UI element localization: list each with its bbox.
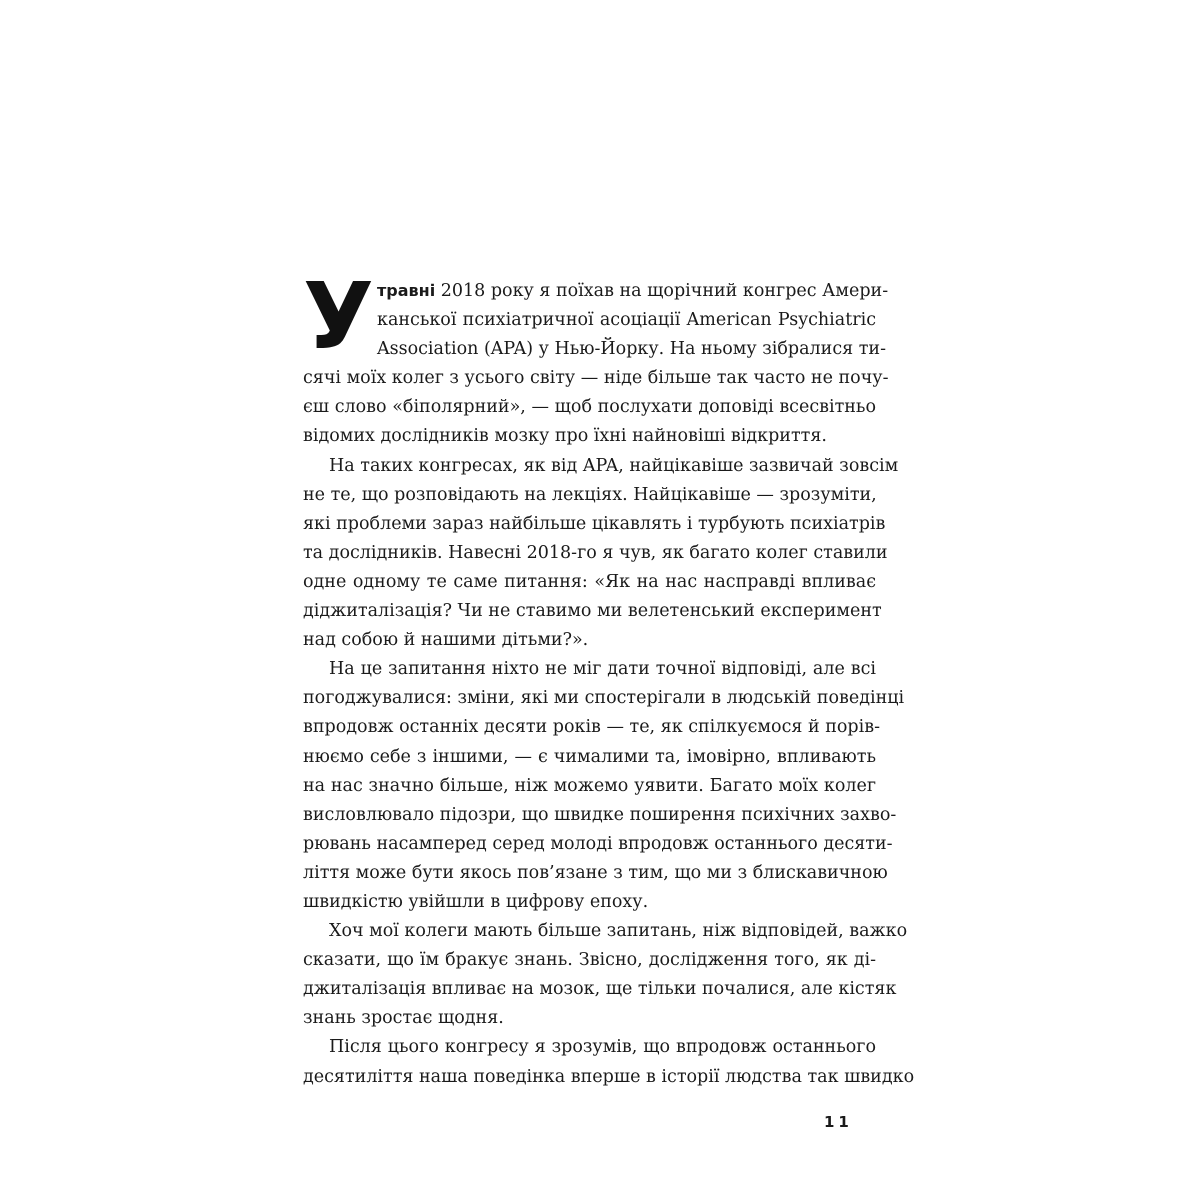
text-line: відомих дослідників мозку про їхні найновіші відкриття. [303,426,827,447]
paragraph-3 [303,655,905,917]
text-line: висловлювало підозри, що швидке поширення психічних захво- [303,804,897,825]
text-line: На таких конгресах, як від APA, найцікавіше зазвичай зовсім [329,455,899,476]
text-line: знань зростає щодня. [303,1008,504,1029]
text-line: впродовж останніх десяти років — те, як спілкуємося й порів- [303,717,880,738]
text-line: На це запитання ніхто не міг дати точної відповіді, але всі [329,659,876,680]
text-line: та дослідників. Навесні 2018-го я чув, як багато колег ставили [303,542,888,563]
text-line: Association (APA) у Нью-Йорку. На ньому зібралися ти- [377,339,886,360]
text-line-rest: 2018 року я поїхав на щорічний конгрес Амери- [435,281,889,301]
text-line: джиталізація впливає на мозок, ще тільки почалися, але кістяк [303,979,897,1000]
text-line: єш слово «біполярний», — щоб послухати доповіді всесвітньо [303,397,876,418]
text-line: швидкістю увійшли в цифрову епоху. [303,891,649,912]
body-text [303,263,915,1092]
text-line: сказати, що їм бракує знань. Звісно, дослідження того, як ді- [303,950,876,971]
text-line: Хоч мої колеги мають більше запитань, ніж відповідей, важко [329,921,908,942]
text-line: сячі моїх колег з усього світу — ніде більше так часто не почу- [303,368,889,389]
text-line: Після цього конгресу я зрозумів, що впродовж останнього [329,1037,876,1058]
text-line: канської психіатричної асоціації American Psychiatric [377,310,876,331]
lead-word: травні [377,281,436,300]
drop-cap: У [303,263,372,370]
text-line: нюємо себе з іншими, — є чималими та, імовірно, впливають [303,746,876,767]
paragraph-5 [303,1033,915,1091]
paragraph-2 [303,452,899,656]
text-line: діджиталізація? Чи не ставимо ми велетенський експеримент [303,601,882,622]
text-line: які проблеми зараз найбільше цікавлять і турбують психіатрів [303,513,886,534]
text-line: погоджувалися: зміни, які ми спостерігали в людській поведінці [303,688,905,709]
page-number: 11 [824,1113,853,1131]
text-line: на нас значно більше, ніж можемо уявити. Багато моїх колег [303,775,876,796]
paragraph-1 [303,263,889,452]
paragraph-4 [303,917,908,1033]
text-line [303,276,889,306]
text-line: над собою й нашими дітьми?». [303,630,589,651]
text-line: не те, що розповідають на лекціях. Найцікавіше — зрозуміти, [303,484,877,505]
text-line: одне одному те саме питання: «Як на нас насправді впливає [303,571,876,592]
text-line: ліття може бути якось пов’язане з тим, що ми з блискавичною [303,862,888,883]
text-line: десятиліття наша поведінка вперше в історії людства так швидко [303,1066,915,1087]
text-line: рювань насамперед серед молоді впродовж останнього десяти- [303,833,893,854]
